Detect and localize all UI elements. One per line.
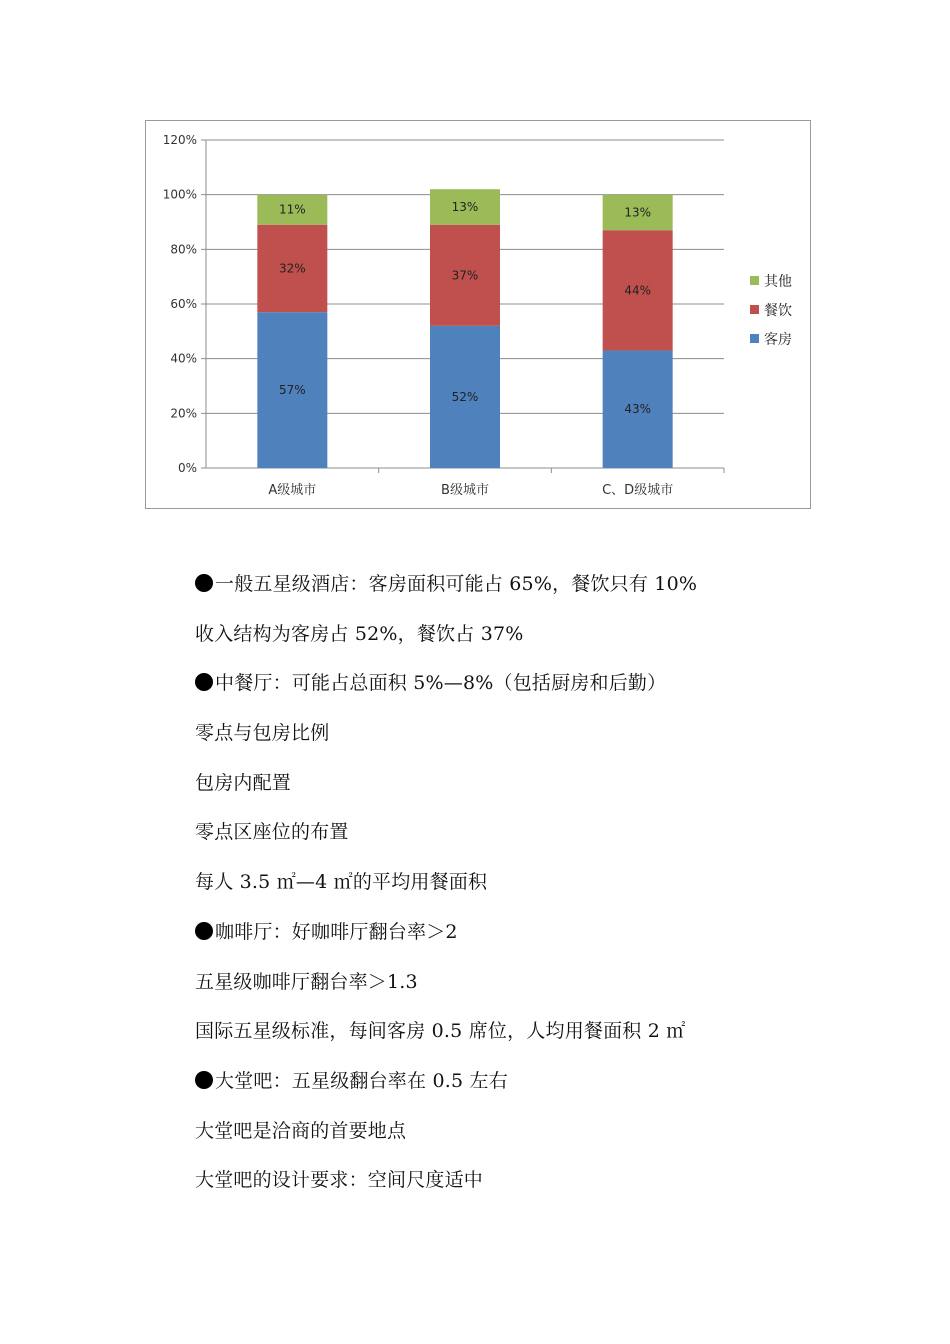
text-line-content: 每人 3.5 ㎡—4 ㎡的平均用餐面积 — [195, 871, 488, 894]
legend-label: 餐饮 — [764, 303, 792, 319]
text-line — [195, 1014, 895, 1064]
text-line — [195, 865, 895, 915]
data-label: 13% — [451, 199, 479, 214]
legend-swatch — [750, 334, 759, 343]
legend-label: 其他 — [764, 274, 792, 290]
y-tick-label: 80% — [170, 242, 197, 257]
text-line — [195, 915, 895, 965]
x-tick-label: A级城市 — [268, 483, 317, 498]
x-tick-label: B级城市 — [441, 483, 489, 498]
data-label: 11% — [278, 202, 306, 217]
text-line — [195, 666, 895, 716]
text-line-content: 零点区座位的布置 — [195, 821, 349, 844]
chart-canvas — [146, 121, 812, 510]
y-tick-label: 0% — [177, 461, 197, 475]
text-line — [195, 716, 895, 766]
legend-swatch — [750, 276, 759, 285]
body-text — [195, 567, 895, 1213]
y-tick-label: 60% — [170, 297, 197, 311]
text-line-content: 大堂吧：五星级翻台率在 0.5 左右 — [215, 1069, 508, 1092]
bullet-icon — [195, 922, 213, 940]
y-tick-label: 120% — [162, 133, 197, 147]
bullet-icon — [195, 1071, 213, 1089]
x-tick-label: C、D级城市 — [602, 483, 674, 498]
text-line — [195, 567, 895, 617]
data-label: 43% — [624, 402, 652, 417]
data-label: 37% — [451, 268, 479, 283]
text-line-content: 咖啡厅：好咖啡厅翻台率＞2 — [215, 920, 458, 943]
legend-label: 客房 — [764, 332, 792, 348]
text-line — [195, 815, 895, 865]
data-label: 44% — [624, 283, 652, 298]
bullet-icon — [195, 673, 213, 691]
text-line — [195, 766, 895, 816]
text-line-content: 包房内配置 — [195, 771, 292, 794]
text-line — [195, 1114, 895, 1164]
y-tick-label: 20% — [170, 406, 197, 421]
data-label: 52% — [451, 389, 479, 404]
text-line-content: 五星级咖啡厅翻台率＞1.3 — [195, 970, 418, 993]
y-tick-label: 40% — [170, 351, 197, 366]
bullet-icon — [195, 574, 213, 592]
legend-swatch — [750, 305, 759, 314]
text-line-content: 大堂吧的设计要求：空间尺度适中 — [195, 1169, 484, 1192]
y-tick-label: 100% — [162, 187, 197, 202]
data-label: 32% — [278, 261, 306, 276]
text-line — [195, 617, 895, 667]
text-line-content: 零点与包房比例 — [195, 722, 330, 745]
stacked-bar-chart — [145, 120, 811, 509]
text-line-content: 一般五星级酒店：客房面积可能占 65%，餐饮只有 10% — [215, 573, 698, 595]
text-line — [195, 1163, 895, 1213]
data-label: 57% — [278, 383, 306, 398]
text-line — [195, 1064, 895, 1114]
text-line-content: 国际五星级标准，每间客房 0.5 席位，人均用餐面积 2 ㎡ — [195, 1020, 686, 1043]
text-line-content: 大堂吧是洽商的首要地点 — [195, 1119, 407, 1142]
text-line — [195, 965, 895, 1015]
data-label: 13% — [624, 205, 652, 220]
text-line-content: 中餐厅：可能占总面积 5%—8%（包括厨房和后勤） — [215, 672, 667, 695]
text-line-content: 收入结构为客房占 52%，餐饮占 37% — [195, 622, 524, 645]
